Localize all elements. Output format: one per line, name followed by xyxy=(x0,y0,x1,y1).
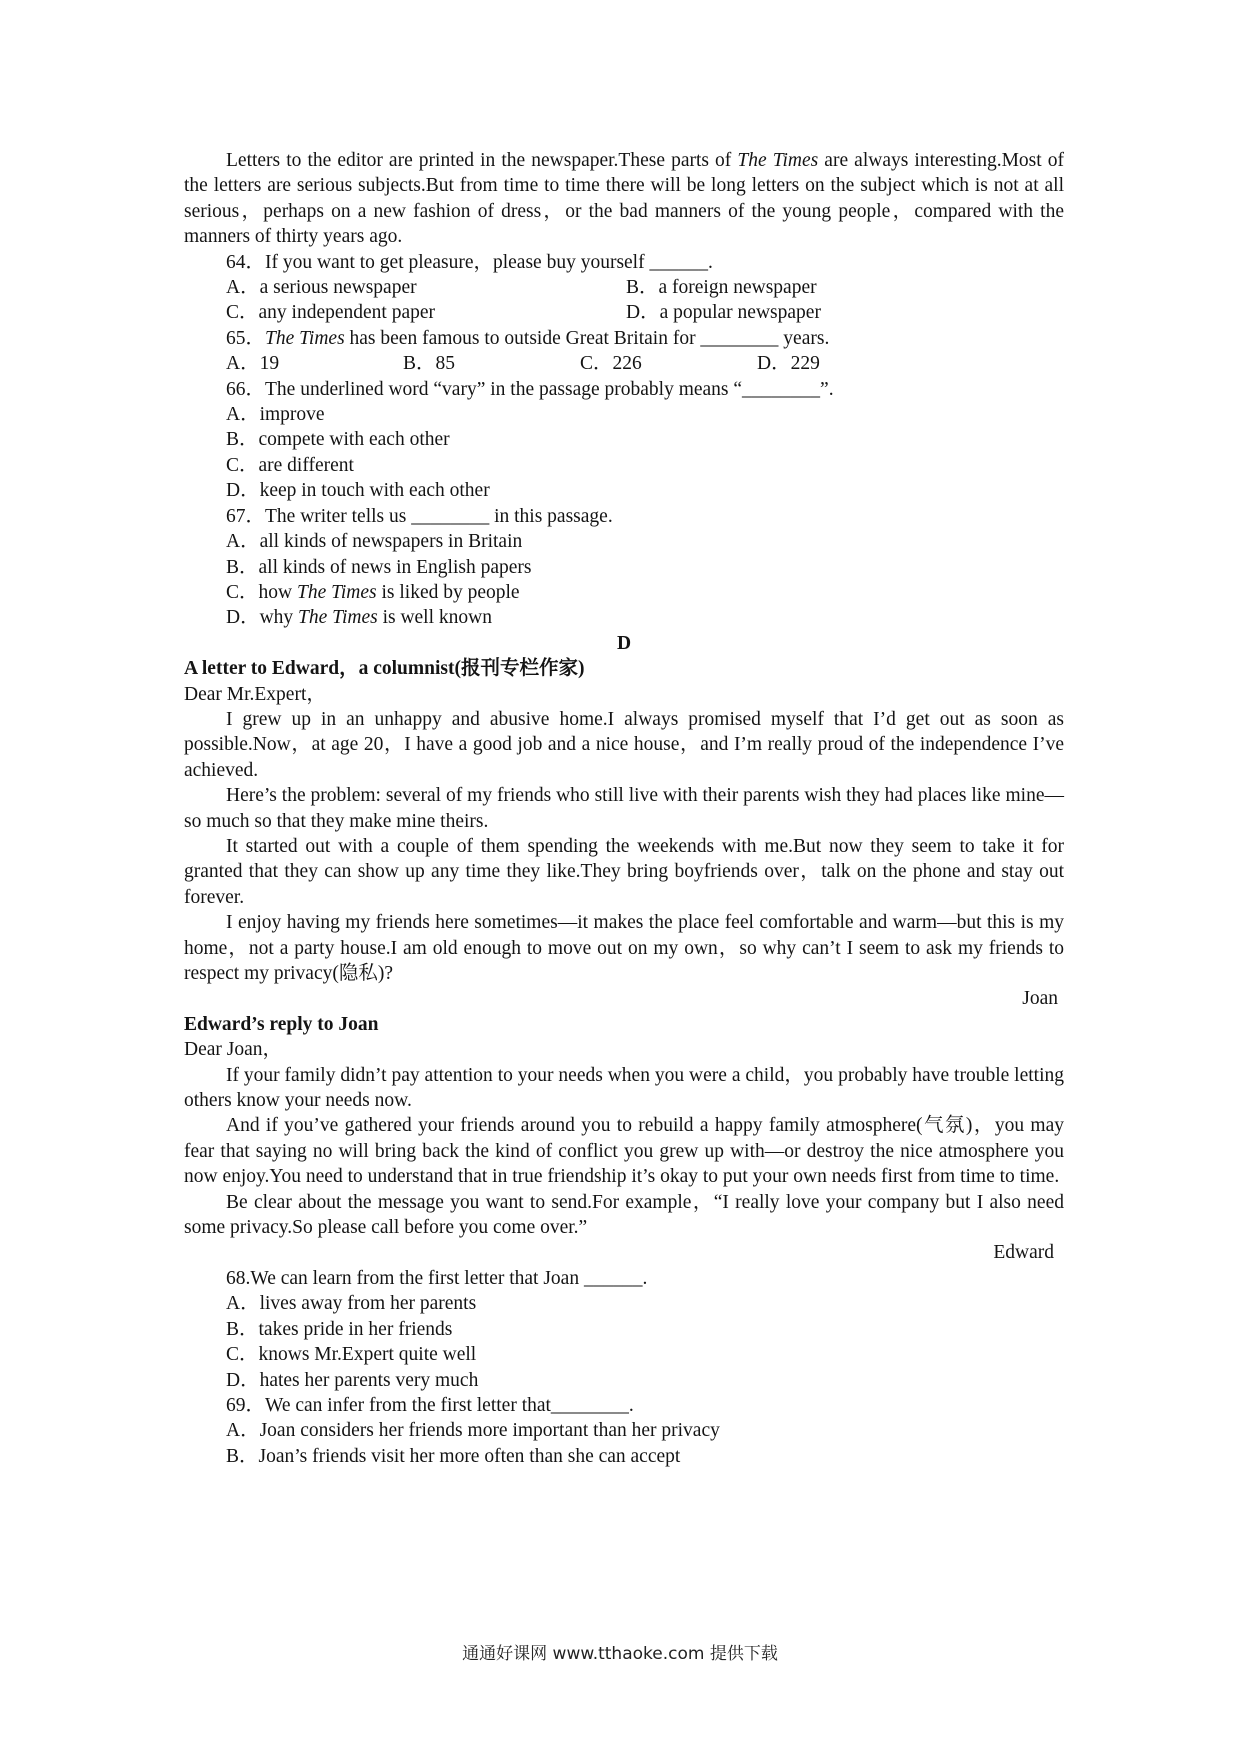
option-64-c: C．any independent paper xyxy=(226,302,436,324)
option-69-a: A．Joan considers her friends more important than her privacy xyxy=(226,1420,720,1442)
option-65-c: C．226 xyxy=(580,353,642,375)
section-letter: D xyxy=(616,632,632,654)
reply-heading: Edward’s reply to Joan xyxy=(184,1013,379,1035)
option-65-a: A．19 xyxy=(226,353,280,375)
option-64-b: B．a foreign newspaper xyxy=(626,277,817,299)
letter-signature: Joan xyxy=(1022,988,1058,1010)
option-67-a: A．all kinds of newspapers in Britain xyxy=(226,531,523,553)
question-67: 67．The writer tells us ________ in this passage. xyxy=(226,505,613,527)
option-68-c: C．knows Mr.Expert quite well xyxy=(226,1344,477,1366)
question-64: 64．If you want to get pleasure，please buy yourself ______. xyxy=(226,251,713,273)
passage-paragraph: Letters to the editor are printed in the newspaper.These parts of The Times are always interesting.Most of the letters are serious subjects.But from time to time there will be long letters on the subject which is not at all serious，perhaps on a new fashion of dress，or the bad manners of the young people，compared with the manners of thirty years ago. xyxy=(184,150,1065,248)
option-68-b: B．takes pride in her friends xyxy=(226,1318,453,1340)
reply-paragraph-3: Be clear about the message you want to send.For example，“I really love your company but I also need some privacy.So please call before you come over.” xyxy=(184,1191,1064,1239)
option-66-d: D．keep in touch with each other xyxy=(226,480,490,502)
option-69-b: B．Joan’s friends visit her more often than she can accept xyxy=(226,1445,681,1467)
options-64-row2 xyxy=(184,300,1064,325)
options-65 xyxy=(184,351,1064,376)
letter-paragraph-2: Here’s the problem: several of my friends who still live with their parents wish they had places like mine—so much so that they make mine theirs. xyxy=(184,785,1064,832)
letter-greeting: Dear Mr.Expert， xyxy=(184,683,326,705)
option-64-d: D．a popular newspaper xyxy=(626,302,821,324)
option-66-b: B．compete with each other xyxy=(226,429,450,451)
letter-heading: A letter to Edward，a columnist(报刊专栏作家) xyxy=(184,658,585,680)
letter-paragraph-1: I grew up in an unhappy and abusive home.I always promised myself that I’d get out as soon as possible.Now，at age 20，I have a good job and a nice house，and I’m really proud of the independence I’ve achieved. xyxy=(184,708,1064,781)
option-68-a: A．lives away from her parents xyxy=(226,1293,477,1315)
option-65-b: B．85 xyxy=(403,353,456,375)
reply-signature: Edward xyxy=(993,1242,1054,1264)
page-footer: 通通好课网 www.tthaoke.com 提供下载 xyxy=(462,1644,778,1664)
option-64-a: A．a serious newspaper xyxy=(226,277,417,299)
option-67-b: B．all kinds of news in English papers xyxy=(226,556,532,578)
italic-title: The Times xyxy=(737,150,819,171)
reply-paragraph-1: If your family didn’t pay attention to your needs when you were a child，you probably have trouble letting others know your needs now. xyxy=(184,1064,1064,1112)
letter-paragraph-3: It started out with a couple of them spending the weekends with me.But now they seem to take it for granted that they can show up any time they like.They bring boyfriends over，talk on the phone and stay out forever. xyxy=(184,835,1064,908)
question-69: 69．We can infer from the first letter that________. xyxy=(226,1394,634,1416)
options-64-row1 xyxy=(184,275,1064,300)
page-content xyxy=(184,148,1064,1469)
reply-paragraph-2: And if you’ve gathered your friends around you to rebuild a happy family atmosphere(气氛)，you may fear that saying no will bring back the kind of conflict you grew up with—or destroy the nice atmosphere you now enjoy.You need to understand that in true friendship it’s okay to put your own needs first from time to time. xyxy=(184,1115,1064,1188)
question-65: 65．The Times has been famous to outside Great Britain for ________ years. xyxy=(226,327,830,349)
letter-paragraph-4: I enjoy having my friends here sometimes—it makes the place feel comfortable and warm—but this is my home，not a party house.I am old enough to move out on my own，so why can’t I seem to ask my friends to respect my privacy(隐私)? xyxy=(184,912,1064,984)
question-68: 68.We can learn from the first letter that Joan ______. xyxy=(226,1267,648,1289)
option-67-c: C．how The Times is liked by people xyxy=(226,581,520,603)
option-68-d: D．hates her parents very much xyxy=(226,1369,479,1391)
option-66-c: C．are different xyxy=(226,454,354,476)
option-66-a: A．improve xyxy=(226,404,325,426)
question-66: 66．The underlined word “vary” in the passage probably means “________”. xyxy=(226,378,834,400)
reply-greeting: Dear Joan， xyxy=(184,1039,283,1061)
option-67-d: D．why The Times is well known xyxy=(226,607,492,629)
option-65-d: D．229 xyxy=(757,353,820,375)
